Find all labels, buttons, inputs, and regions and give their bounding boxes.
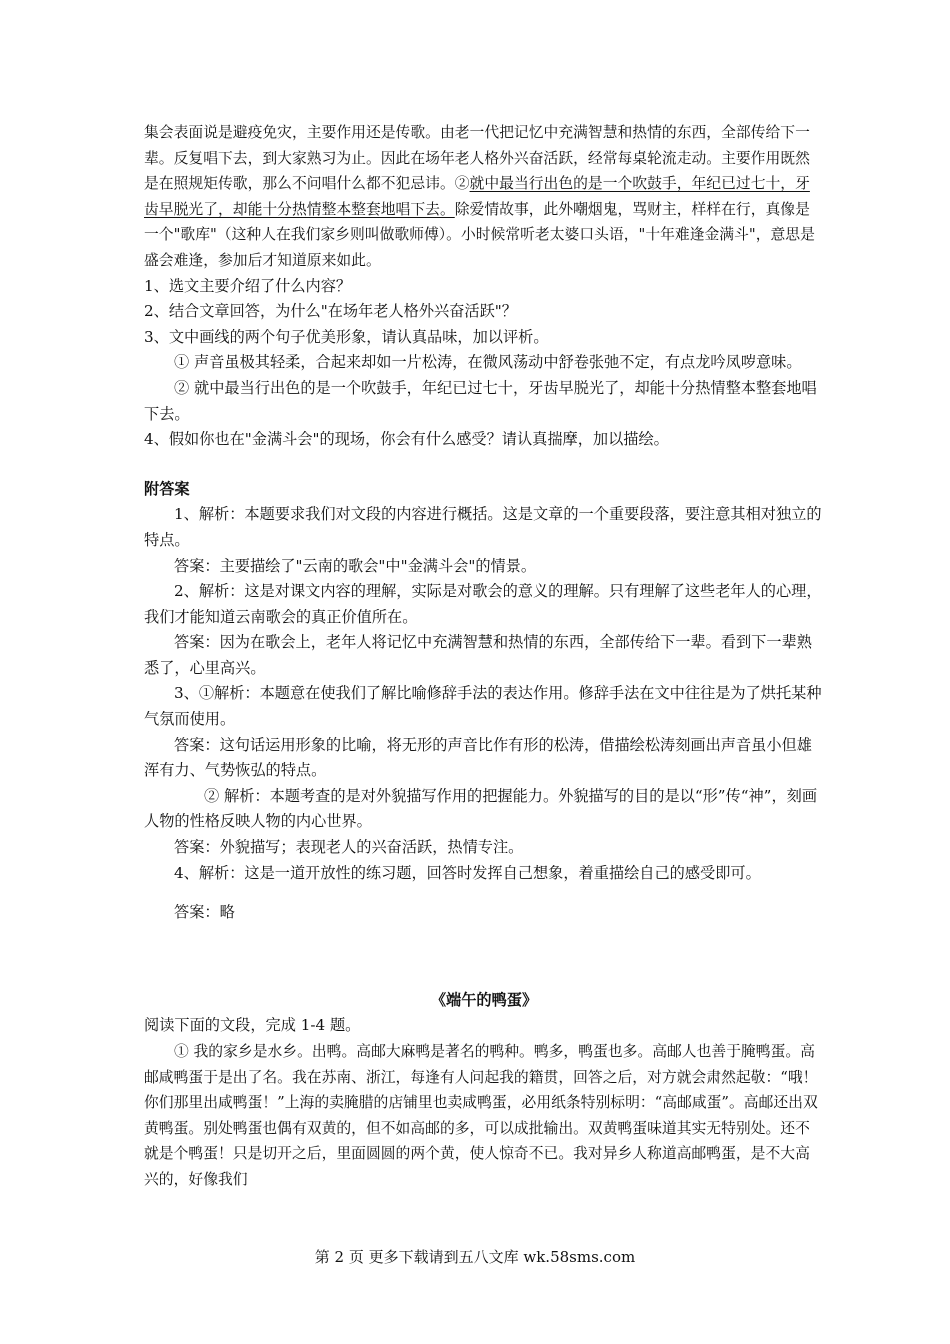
question-3: 3、文中画线的两个句子优美形象，请认真品味，加以评析。 bbox=[144, 327, 549, 346]
answer-3b: 答案：外貌描写；表现老人的兴奋活跃，热情专注。 bbox=[174, 838, 524, 857]
page-footer: 第 2 页 更多下载请到五八文库 wk.58sms.com bbox=[314, 1248, 636, 1266]
spacer bbox=[144, 926, 824, 988]
document-page bbox=[144, 120, 824, 1193]
answer-2: 答案：因为在歌会上，老年人将记忆中充满智慧和热情的东西，全部传给下一辈。看到下一辈熟悉了，心里高兴。 bbox=[144, 633, 812, 677]
answer-2-analysis: 2、解析：这是对课文内容的理解，实际是对歌会的意义的理解。只有理解了这些老年人的心理，我们才能知道云南歌会的真正价值所在。 bbox=[144, 582, 822, 626]
question-3-sentence-2: ② 就中最当行出色的是一个吹鼓手，年纪已过七十，牙齿早脱光了，却能十分热情整本整套地唱下去。 bbox=[144, 378, 817, 423]
question-1: 1、选文主要介绍了什么内容？ bbox=[144, 276, 352, 295]
underlined-sentence: 就中最当行出色的是一个吹鼓手，年纪已过七十，牙齿早脱光了，却能十分热情整本整套地唱下去。 bbox=[144, 175, 810, 218]
question-4: 4、假如你也在"金满斗会"的现场，你会有什么感受？请认真揣摩，加以描绘。 bbox=[144, 430, 669, 449]
passage2-instruction: 阅读下面的文段，完成 1-4 题。 bbox=[144, 1016, 361, 1035]
answer-1: 答案：主要描绘了"云南的歌会"中"金满斗会"的情景。 bbox=[174, 556, 537, 575]
question-3-sentence-1: ① 声音虽极其轻柔，合起来却如一片松涛，在微风荡动中舒卷张弛不定，有点龙吟凤哕意味。 bbox=[174, 353, 802, 372]
spacer bbox=[144, 886, 824, 900]
passage2-paragraph: ① 我的家乡是水乡。出鸭。高邮大麻鸭是著名的鸭种。鸭多，鸭蛋也多。高邮人也善于腌鸭蛋。高邮咸鸭蛋于是出了名。我在苏南、浙江，每逢有人问起我的籍贯，回答之后，对方就会肃然起敬：“哦！你们那里出咸鸭蛋！”上海的卖腌腊的店铺里也卖咸鸭蛋，必用纸条特别标明：“高邮咸蛋”。高邮还出双黄鸭蛋。别处鸭蛋也偶有双黄的，但不如高邮的多，可以成批输出。双黄鸭蛋味道其实无特别处。还不就是个鸭蛋！只是切开之后，里面圆圆的两个黄，使人惊奇不已。我对异乡人称道高邮鸭蛋，是不大高兴的，好像我们 bbox=[144, 1043, 818, 1188]
answer-3b-analysis: ② 解析：本题考查的是对外貌描写作用的把握能力。外貌描写的目的是以“形”传“神”，刻画人物的性格反映人物的内心世界。 bbox=[144, 786, 818, 831]
answer-4-analysis: 4、解析：这是一道开放性的练习题，回答时发挥自己想象，着重描绘自己的感受即可。 bbox=[174, 863, 761, 882]
answer-4: 答案：略 bbox=[174, 903, 235, 922]
answers-heading: 附答案 bbox=[144, 479, 190, 498]
spacer bbox=[144, 453, 824, 477]
passage2-title: 《端午的鸭蛋》 bbox=[430, 990, 538, 1009]
passage1-text-end: 除爱情故事，此外嘲烟鬼，骂财主，样样在行，真像是一个"歌库"（这种人在我们家乡则叫做歌师傅）。小时候常听老太婆口头语，"十年难逢金满斗"，意思是盛会难逢，参加后才知道原来如此。 bbox=[144, 200, 815, 269]
passage1-text-start: 集会表面说是避疫免灾，主要作用还是传歌。由老一代把记忆中充满智慧和热情的东西，全部传给下一辈。反复唱下去，到大家熟习为止。因此在场年老人格外兴奋活跃，经常每桌轮流走动。主要作用既然是在照规矩传歌，那么不问唱什么都不犯忌讳。② bbox=[144, 124, 810, 193]
passage1-paragraph bbox=[144, 120, 824, 274]
answer-3a: 答案：这句话运用形象的比喻，将无形的声音比作有形的松涛，借描绘松涛刻画出声音虽小但雄浑有力、气势恢弘的特点。 bbox=[144, 735, 812, 780]
answer-1-analysis: 1、解析：本题要求我们对文段的内容进行概括。这是文章的一个重要段落，要注意其相对独立的特点。 bbox=[144, 505, 822, 549]
answer-3a-analysis: 3、①解析：本题意在使我们了解比喻修辞手法的表达作用。修辞手法在文中往往是为了烘托某种气氛而使用。 bbox=[144, 684, 822, 729]
question-2: 2、结合文章回答，为什么"在场年老人格外兴奋活跃"？ bbox=[144, 302, 517, 321]
